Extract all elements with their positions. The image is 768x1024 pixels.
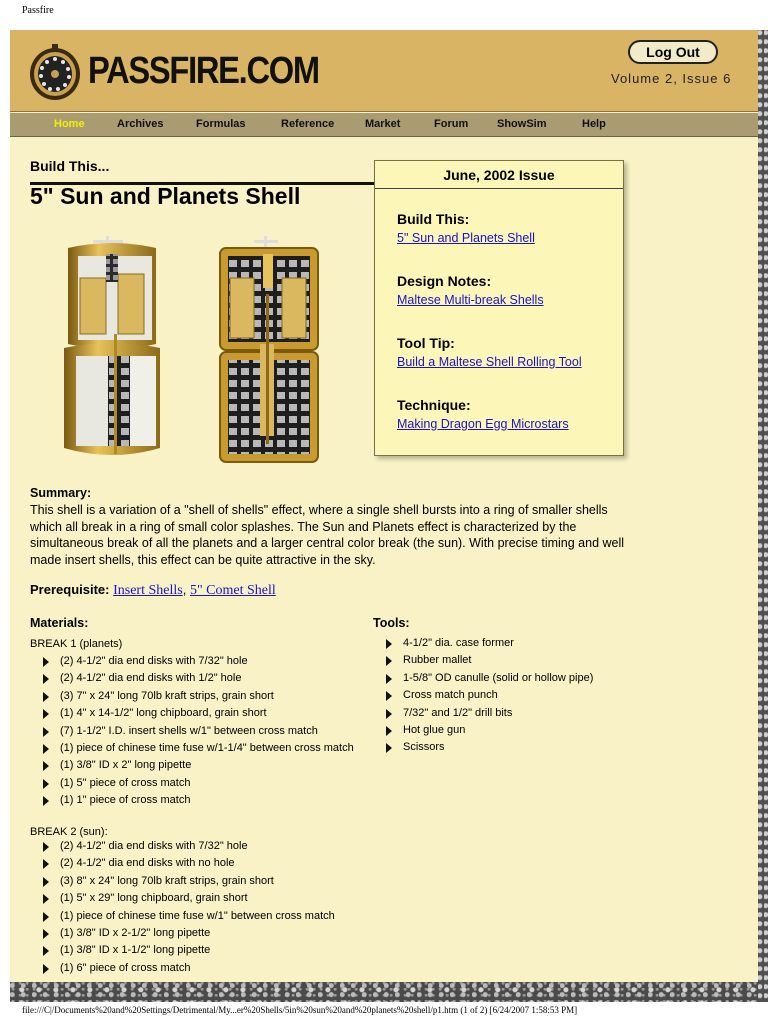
list-item: (2) 4-1/2" dia end disks with 7/32" hole xyxy=(41,653,354,670)
prerequisite-separator: , xyxy=(182,582,187,597)
issue-contents-box xyxy=(374,160,624,456)
nav-item-reference[interactable]: Reference xyxy=(281,118,335,130)
list-item: (1) 1" piece of cross match xyxy=(41,792,354,809)
list-item: (1) 3/8" ID x 1-1/2" long pipette xyxy=(41,942,335,959)
issue-box-heading: June, 2002 Issue xyxy=(375,161,623,189)
volume-issue-label: Volume 2, Issue 6 xyxy=(611,71,732,86)
tools-list xyxy=(384,635,593,757)
shell-section-illustration xyxy=(216,234,322,466)
issue-section-build-this xyxy=(397,211,535,247)
break2-materials-list xyxy=(41,838,335,977)
nav-item-market[interactable]: Market xyxy=(365,118,401,130)
print-footer-path: file:///C|/Documents%20and%20Settings/Detrimental/My...er%20Shells/5in%20sun%20and%20planets%20shell/p1.htm (1 of 2) [6/24/2007 1:58:53 PM] xyxy=(22,1005,578,1015)
list-item: (1) 4" x 14-1/2" long chipboard, grain short xyxy=(41,705,354,722)
break1-label: BREAK 1 (planets) xyxy=(30,638,123,650)
summary-text: This shell is a variation of a "shell of shells" effect, where a single shell bursts into a ring of smaller shells which all break in a ring of small color splashes. The Sun and Planets effect is characterized by the simultaneous break of all the planets and a larger central color break (the sun). With precise timing and well made insert shells, this effect can be quite attractive in the sky. xyxy=(30,503,625,567)
nav-item-showsim[interactable]: ShowSim xyxy=(497,118,547,130)
list-item: (1) 3/8" ID x 2" long pipette xyxy=(41,757,354,774)
logout-button[interactable]: Log Out xyxy=(628,40,718,64)
nav-item-archives[interactable]: Archives xyxy=(117,118,164,130)
list-item: 1-5/8" OD canulle (solid or hollow pipe) xyxy=(384,670,593,687)
issue-link-dragon-egg[interactable]: Making Dragon Egg Microstars xyxy=(397,417,569,431)
issue-section-heading: Design Notes: xyxy=(397,273,492,289)
list-item: (2) 4-1/2" dia end disks with 1/2" hole xyxy=(41,670,354,687)
list-item: (7) 1-1/2" I.D. insert shells w/1" between cross match xyxy=(41,723,354,740)
nav-item-home[interactable]: Home xyxy=(54,118,85,130)
shell-cutaway-illustration xyxy=(48,234,176,466)
list-item: (1) piece of chinese time fuse w/1" between cross match xyxy=(41,908,335,925)
section-label: Build This... xyxy=(30,158,110,174)
summary-heading: Summary: xyxy=(30,486,92,500)
site-logo-text[interactable]: PASSFIRE.COM xyxy=(88,50,319,92)
tools-heading: Tools: xyxy=(373,616,410,630)
issue-section-heading: Tool Tip: xyxy=(397,335,455,351)
issue-section-design-notes xyxy=(397,273,544,309)
issue-link-sun-planets[interactable]: 5" Sun and Planets Shell xyxy=(397,231,535,245)
list-item: 4-1/2" dia. case former xyxy=(384,635,593,652)
list-item: Hot glue gun xyxy=(384,722,593,739)
prerequisite-label: Prerequisite: xyxy=(30,582,110,597)
issue-link-maltese-shells[interactable]: Maltese Multi-break Shells xyxy=(397,293,544,307)
issue-link-rolling-tool[interactable]: Build a Maltese Shell Rolling Tool xyxy=(397,355,582,369)
list-item: (3) 8" x 24" long 70lb kraft strips, grain short xyxy=(41,873,335,890)
break1-materials-list xyxy=(41,653,354,810)
issue-section-technique xyxy=(397,397,569,433)
materials-heading: Materials: xyxy=(30,616,89,630)
list-item: (1) 3/8" ID x 2-1/2" long pipette xyxy=(41,925,335,942)
logo-icon xyxy=(28,42,82,102)
page xyxy=(10,30,758,982)
issue-section-heading: Technique: xyxy=(397,397,471,413)
issue-section-heading: Build This: xyxy=(397,211,470,227)
prerequisite-line xyxy=(30,582,276,599)
list-item: (3) 7" x 24" long 70lb kraft strips, grain short xyxy=(41,688,354,705)
decorative-rock-border-right xyxy=(758,30,768,1002)
list-item: (1) 5" piece of cross match xyxy=(41,775,354,792)
nav-item-help[interactable]: Help xyxy=(582,118,606,130)
list-item: (1) 6" piece of cross match xyxy=(41,960,335,977)
list-item: 7/32" and 1/2" drill bits xyxy=(384,705,593,722)
prerequisite-link-insert-shells[interactable]: Insert Shells xyxy=(113,583,183,598)
nav-item-forum[interactable]: Forum xyxy=(434,118,469,130)
list-item: Cross match punch xyxy=(384,687,593,704)
prerequisite-link-comet-shell[interactable]: 5" Comet Shell xyxy=(189,583,276,598)
list-item: Scissors xyxy=(384,739,593,756)
list-item: (2) 4-1/2" dia end disks with 7/32" hole xyxy=(41,838,335,855)
list-item: (1) piece of chinese time fuse w/1-1/4" between cross match xyxy=(41,740,354,757)
issue-section-tool-tip xyxy=(397,335,582,371)
print-header-title: Passfire xyxy=(22,5,54,16)
site-header xyxy=(10,30,758,112)
nav-item-formulas[interactable]: Formulas xyxy=(196,118,246,130)
page-title: 5" Sun and Planets Shell xyxy=(30,183,301,209)
main-nav xyxy=(10,113,758,137)
list-item: Rubber mallet xyxy=(384,652,593,669)
list-item: (2) 4-1/2" dia end disks with no hole xyxy=(41,855,335,872)
break2-label: BREAK 2 (sun): xyxy=(30,826,108,838)
list-item: (1) 5" x 29" long chipboard, grain short xyxy=(41,890,335,907)
decorative-rock-border-bottom xyxy=(10,982,758,1002)
